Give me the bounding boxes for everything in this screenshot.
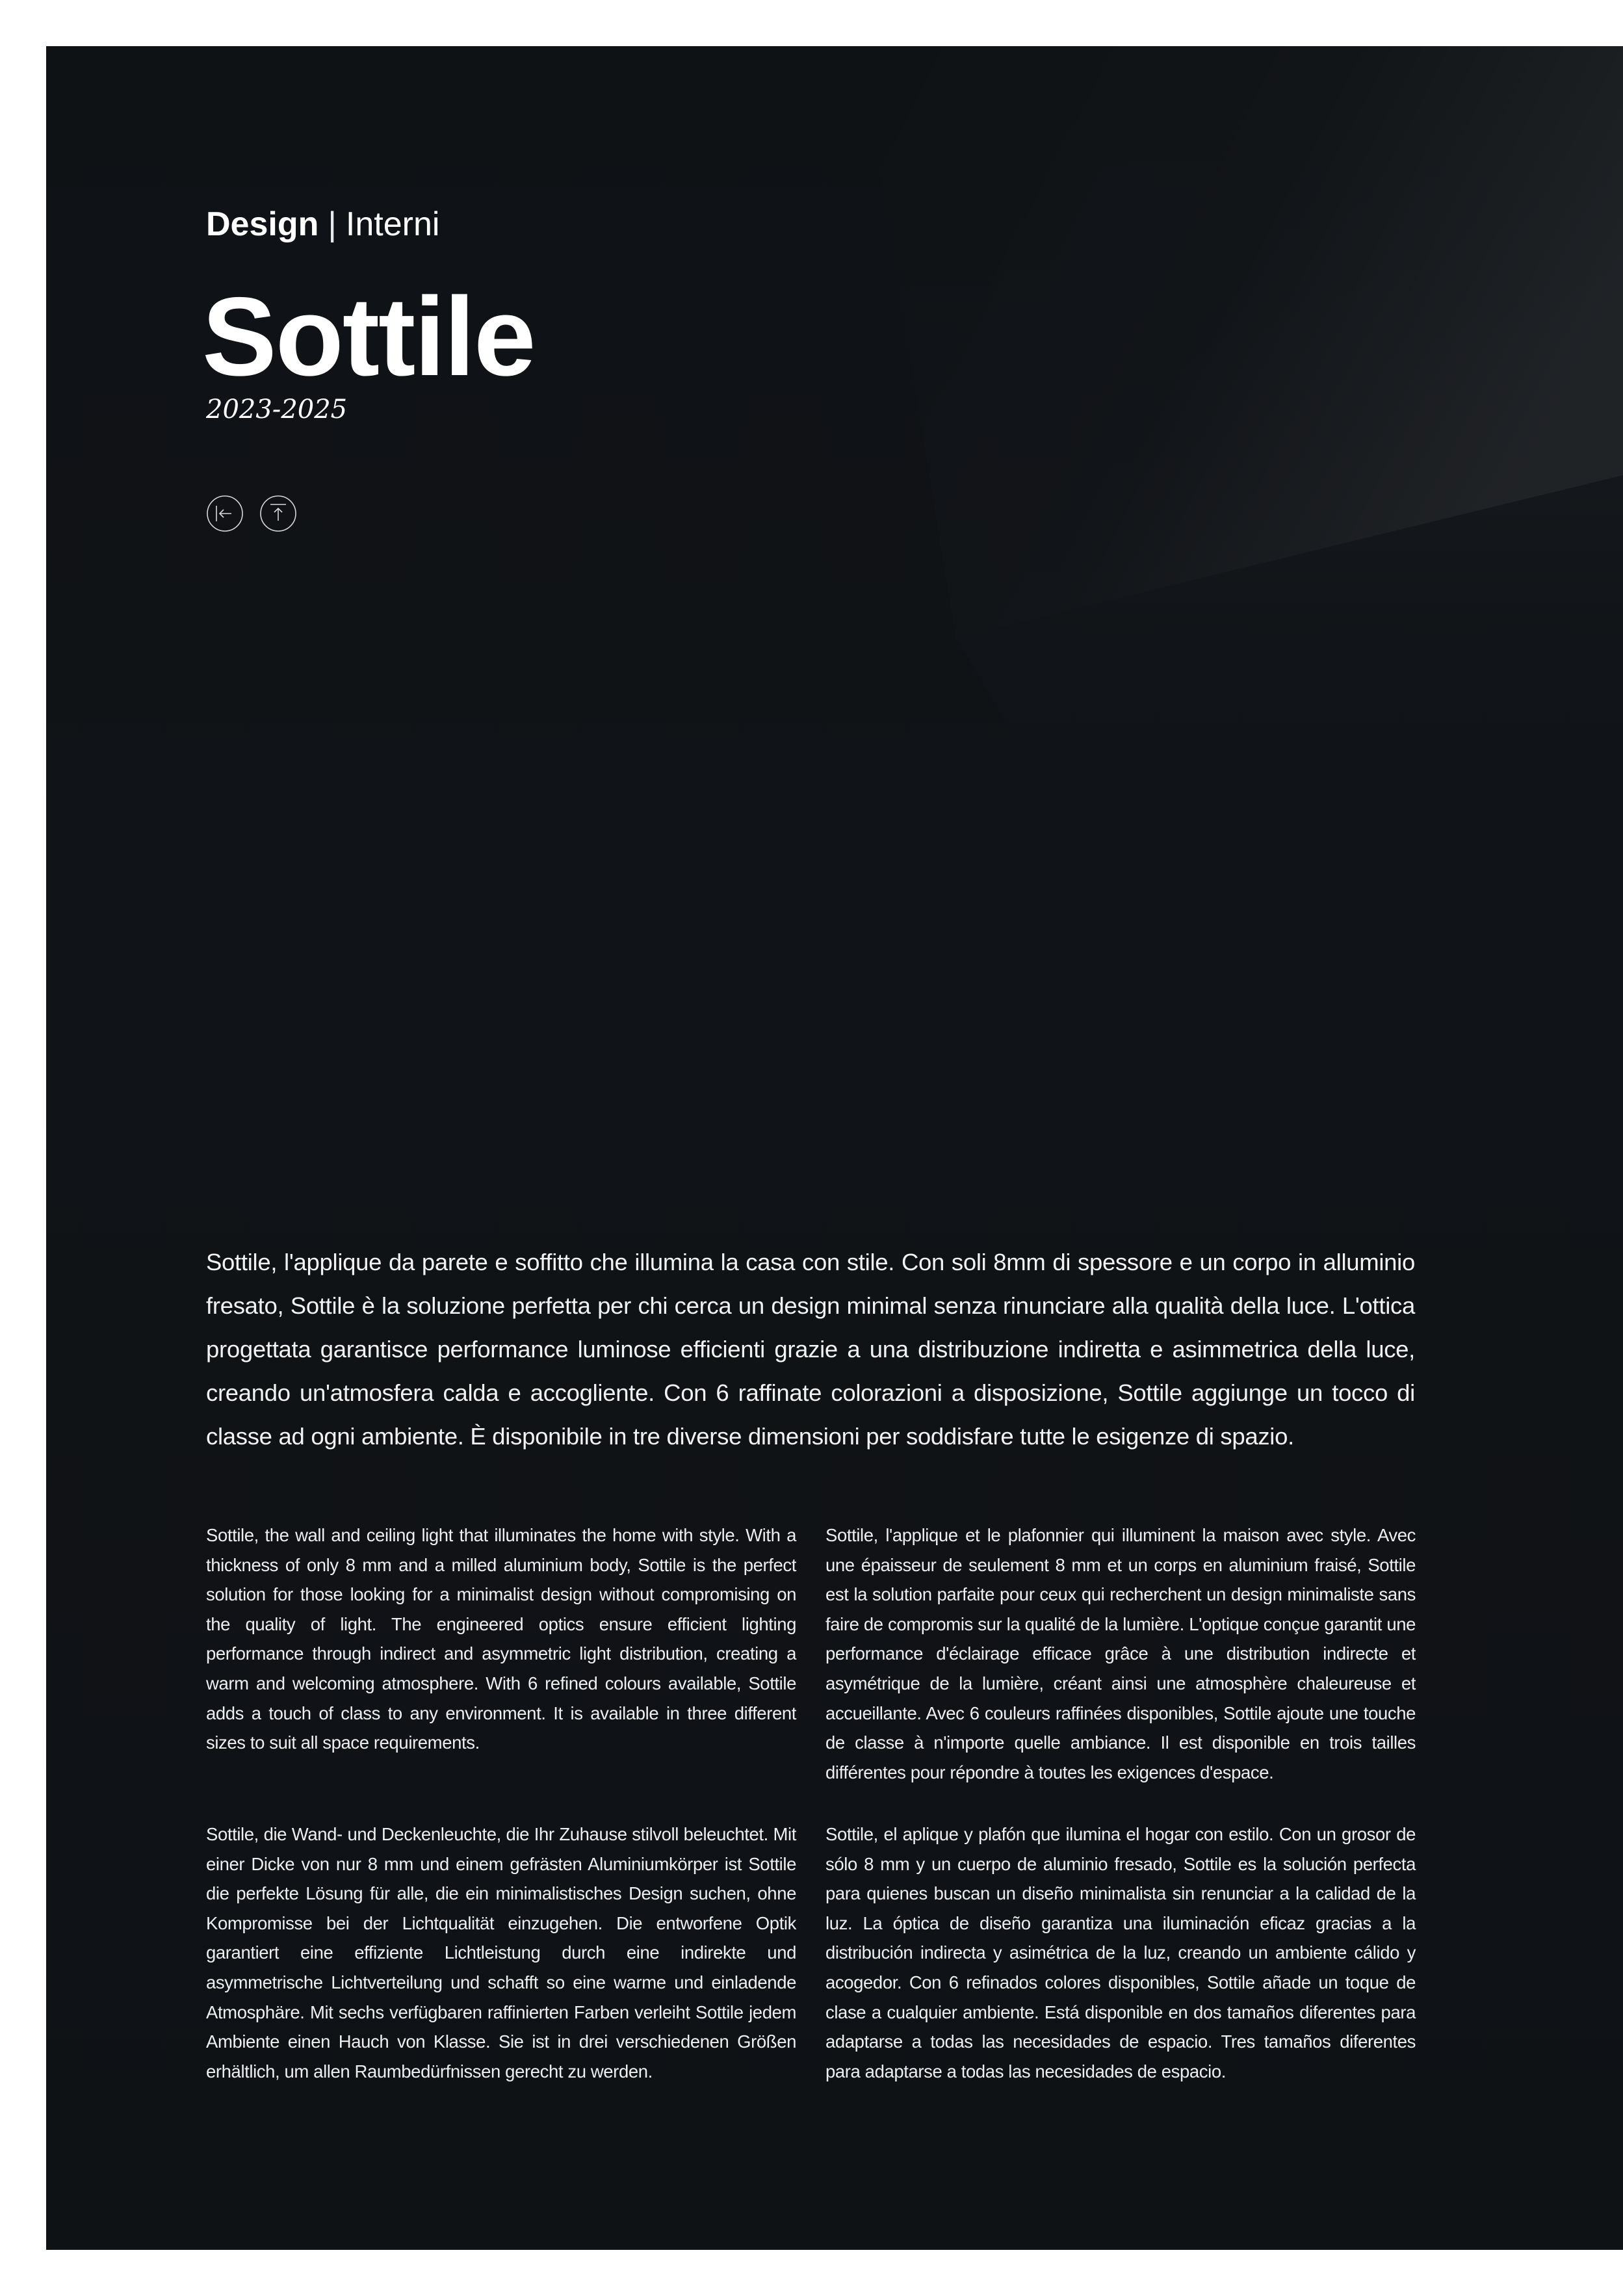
arrow-up-circle-icon[interactable] — [259, 495, 297, 532]
page-navigation — [206, 495, 297, 532]
category-label: Design — [206, 205, 319, 243]
product-title: Sottile — [202, 274, 535, 399]
paragraph-en: Sottile, the wall and ceiling light that illuminates the home with style. With a thickness of only 8 mm and a milled aluminium body, Sottile is the perfect solution for those looking for a minimalist design without compromising on the quality of light. The engineered optics ensure efficient lighting performance through indirect and asymmetric light distribution, creating a warm and welcoming atmosphere. With 6 refined colours available, Sottile adds a touch of class to any environment. It is available in three different sizes to suit all space requirements. — [206, 1525, 796, 1753]
paragraph-es: Sottile, el aplique y plafón que ilumina el hogar con estilo. Con un grosor de sólo 8 mm y un cuerpo de aluminio fresado, Sottile es la solución perfecta para quienes buscan un diseño minimalista sin renunciar a la calidad de la luz. La óptica de diseño garantiza una iluminación eficaz gracias a la distribución indirecta y asimétrica de la luz, creando un ambiente cálido y acogedor. Con 6 refinados colores disponibles, Sottile añade un toque de clase a cualquier ambiente. Está disponible en dos tamaños diferentes para adaptarse a todas las necesidades de espacio. Tres tamaños diferentes para adaptarse a todas las necesidades de espacio. — [825, 1824, 1416, 2081]
product-years: 2023-2025 — [206, 395, 348, 424]
paragraph-fr: Sottile, l'applique et le plafonnier qui illuminent la maison avec style. Avec une épaisseur de seulement 8 mm et un corps en aluminium fraisé, Sottile est la solution parfaite pour ceux qui recherchent un design minimaliste sans faire de compromis sur la qualité de la lumière. L'optique conçue garantit une performance d'éclairage efficace grâce à une distribution indirecte et asymétrique de la lumière, créant ainsi une atmosphère chaleureuse et accueillante. Avec 6 couleurs raffinées disponibles, Sottile ajoute une touche de classe à n'importe quelle ambiance. Il est disponible en trois tailles différentes pour répondre à toutes les exigences d'espace. — [825, 1525, 1416, 1782]
kicker-separator: | — [328, 205, 337, 243]
catalog-page — [46, 46, 1623, 2250]
paragraph-de: Sottile, die Wand- und Deckenleuchte, die Ihr Zuhause stilvoll beleuchtet. Mit einer Dicke von nur 8 mm und einem gefrästen Aluminiumkörper ist Sottile die perfekte Lösung für alle, die ein minimalistisches Design suchen, ohne Kompromisse bei der Lichtqualität einzugehen. Die entworfene Optik garantiert eine effiziente Lichtleistung durch eine indirekte und asymmetrische Lichtverteilung und schafft so eine warme und einladende Atmosphäre. Mit sechs verfügbaren raffinierten Farben verleiht Sottile jedem Ambiente einen Hauch von Klasse. Sie ist in drei verschiedenen Größen erhältlich, um allen Raumbedürfnissen gerecht zu werden. — [206, 1824, 796, 2081]
subcategory-label: Interni — [345, 205, 440, 243]
arrow-left-circle-icon[interactable] — [206, 495, 244, 532]
section-kicker — [206, 203, 439, 245]
lead-paragraph-it: Sottile, l'applique da parete e soffitto che illumina la casa con stile. Con soli 8mm di spessore e un corpo in alluminio fresato, Sottile è la soluzione perfetta per chi cerca un design minimal senza rinunciare alla qualità della luce. L'ottica progettata garantisce performance luminose efficienti grazie a una distribuzione indiretta e asimmetrica della luce, creando un'atmosfera calda e accogliente. Con 6 raffinate colorazioni a disposizione, Sottile aggiunge un tocco di classe ad ogni ambiente. È disponibile in tre diverse dimensioni per soddisfare tutte le esigenze di spazio. — [206, 1249, 1415, 1450]
